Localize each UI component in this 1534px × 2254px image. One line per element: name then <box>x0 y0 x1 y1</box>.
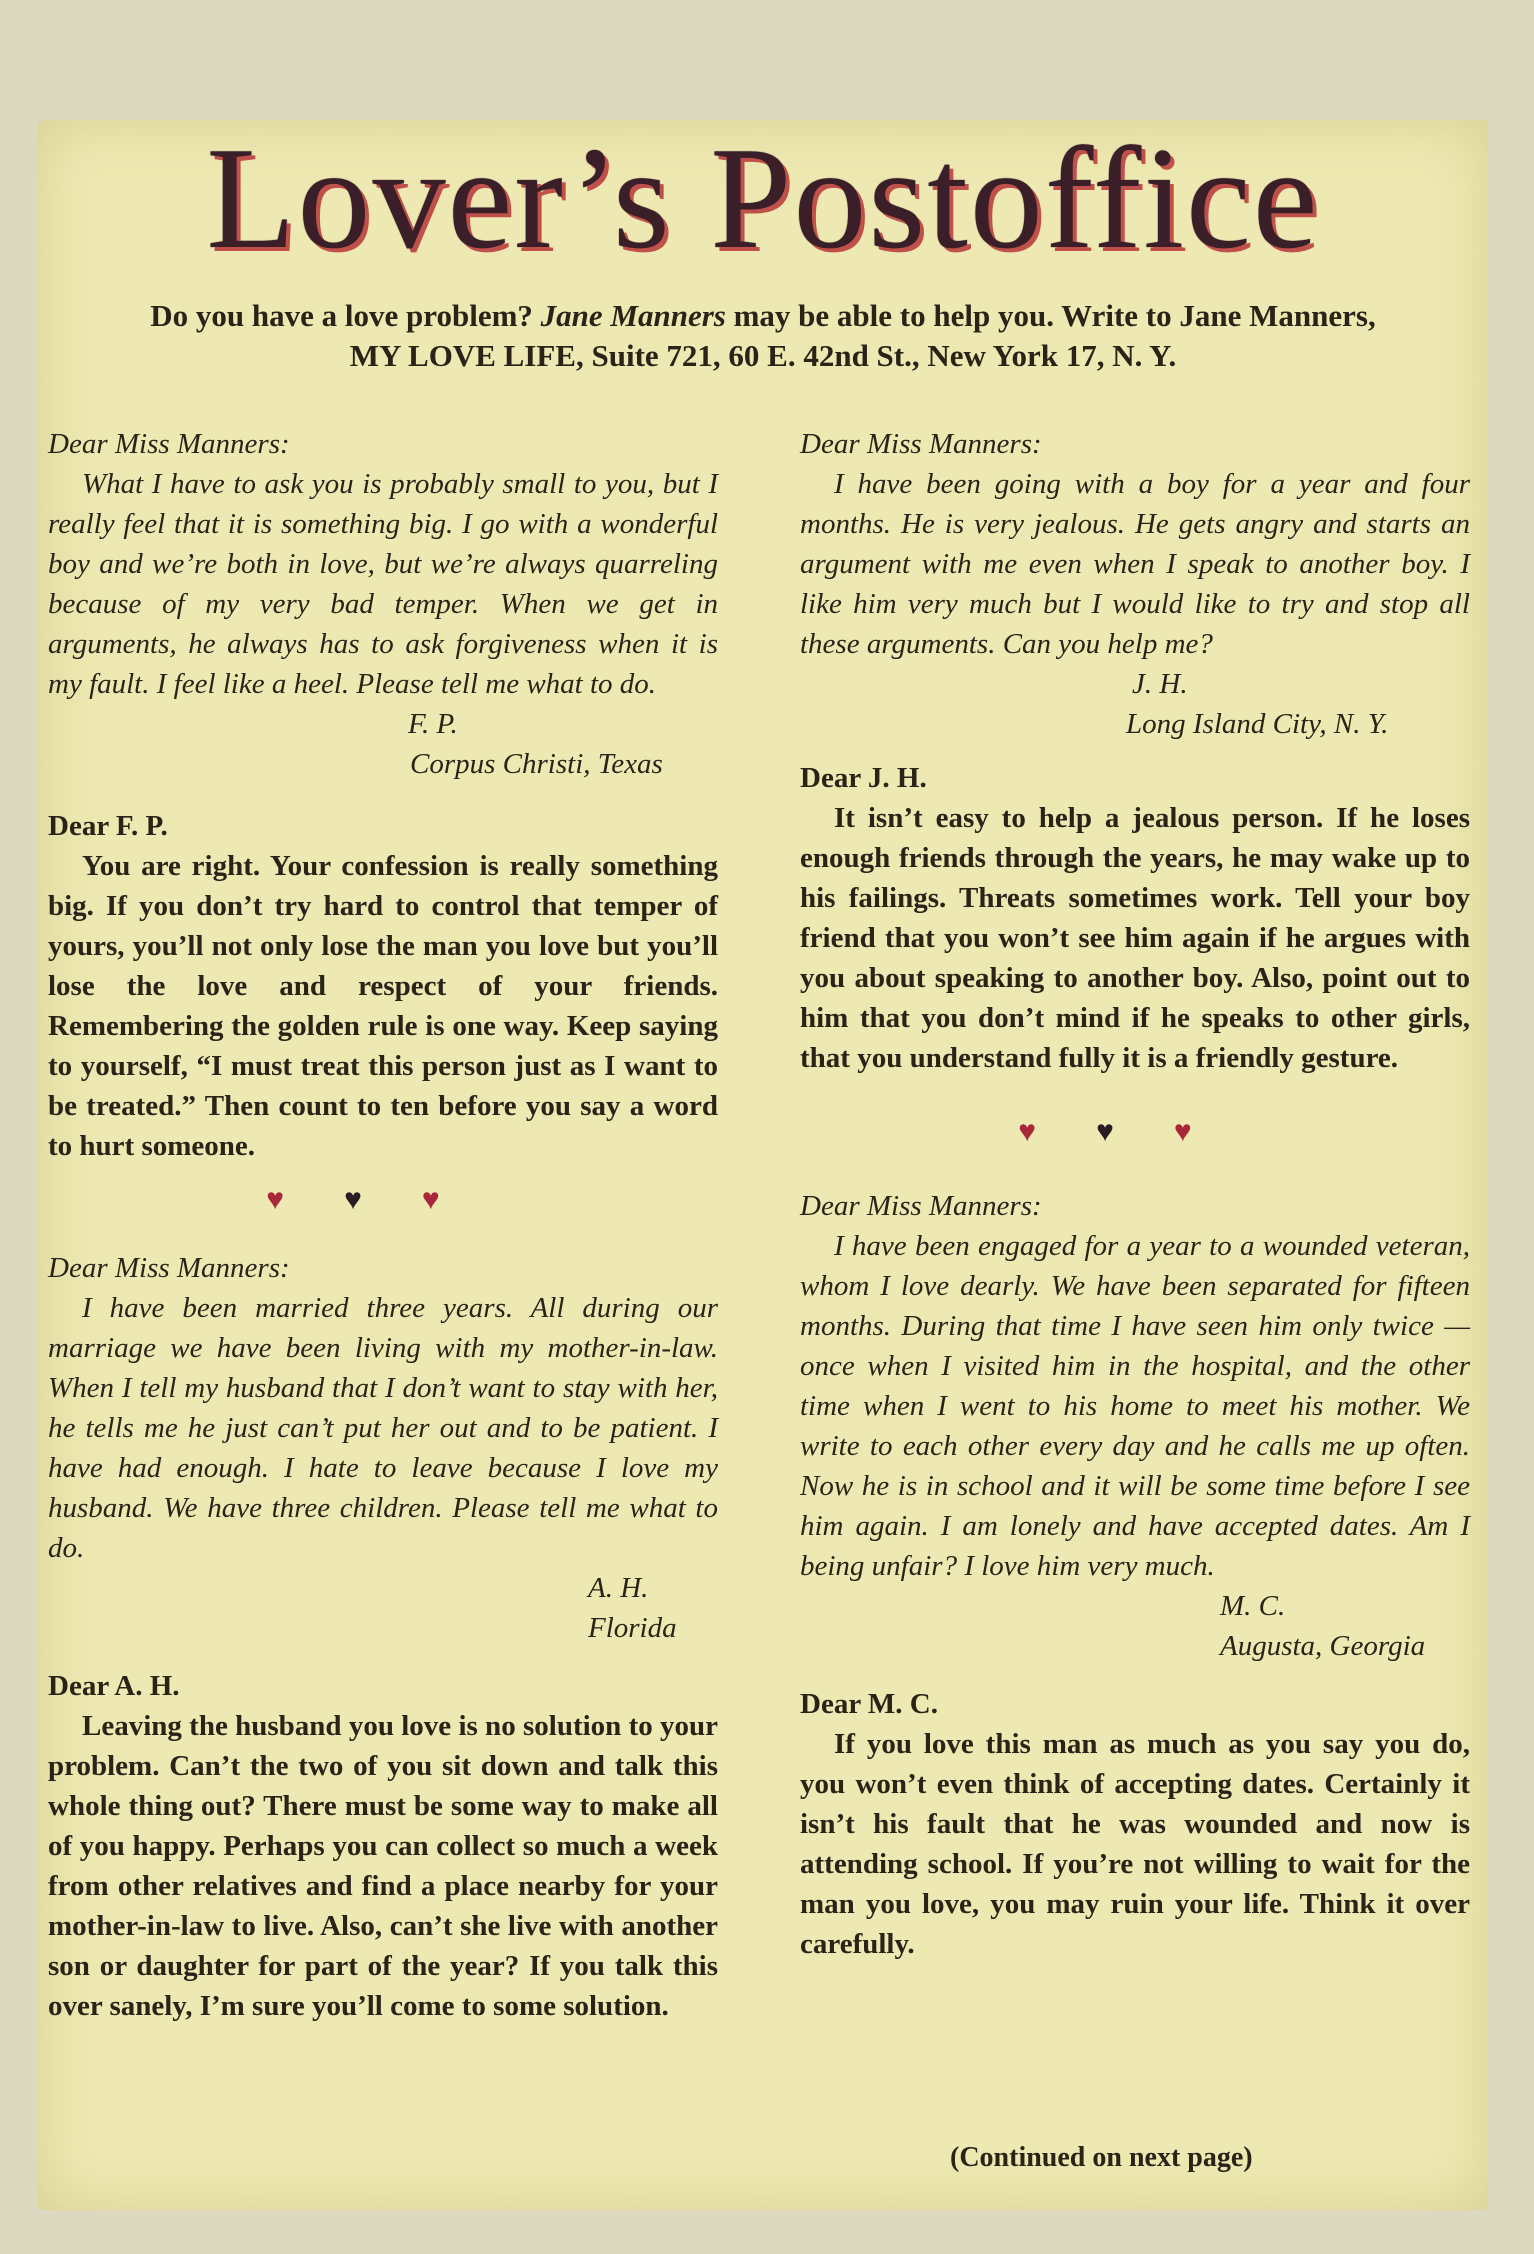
left-column <box>48 424 718 2026</box>
page-title: Lover’s Postoffice <box>206 117 1320 279</box>
letter-place: Augusta, Georgia <box>1220 1630 1426 1662</box>
answer-body: It isn’t easy to help a jealous person. If he loses enough friends through the years, he may wake up to his failings. Threats sometimes work. Tell your boy friend that you won’t see him again if he argues with you about speaking to another boy. Also, point out to him that you don’t mind if he speaks to other girls, that you understand fully it is a friendly gesture. <box>800 802 1470 1074</box>
hearts-divider <box>800 1112 1470 1152</box>
heart-icon: ♥ <box>1018 1115 1097 1148</box>
heart-icon: ♥ <box>1096 1115 1174 1148</box>
letter-place: Long Island City, N. Y. <box>1126 708 1389 740</box>
letter-salutation: Dear Miss Manners: <box>800 1190 1042 1222</box>
intro-address: MY LOVE LIFE, Suite 721, 60 E. 42nd St., New York 17, N. Y. <box>349 338 1177 373</box>
hearts-divider <box>48 1180 718 1220</box>
letter-initials: F. P. <box>408 708 458 740</box>
intro-line-1-end: may be able to help you. Write to Jane Manners, <box>733 298 1376 333</box>
continued-note: (Continued on next page) <box>950 2142 1253 2173</box>
answer-salutation: Dear A. H. <box>48 1670 180 1702</box>
answer-salutation: Dear M. C. <box>800 1688 938 1720</box>
heart-icon: ♥ <box>344 1183 422 1216</box>
intro-text <box>38 296 1488 376</box>
letter-salutation: Dear Miss Manners: <box>800 428 1042 460</box>
letter-body: What I have to ask you is probably small to you, but I really feel that it is something big. I go with a wonderful boy and we’re both in love, but we’re always quarreling because of my very bad temper. When we get in arguments, he always has to ask forgiveness when it is my fault. I feel like a heel. Please tell me what to do. <box>48 468 718 700</box>
answer-salutation: Dear F. P. <box>48 810 168 842</box>
heart-icon: ♥ <box>1173 1115 1252 1148</box>
letter-initials: M. C. <box>1220 1590 1286 1622</box>
right-column <box>800 424 1470 1964</box>
intro-line-1-start: Do you have a love problem? <box>150 298 533 333</box>
letter-initials: J. H. <box>1132 668 1188 700</box>
intro-columnist-name: Jane Manners <box>540 298 726 333</box>
letter-salutation: Dear Miss Manners: <box>48 428 290 460</box>
answer-body: You are right. Your confession is really something big. If you don’t try hard to control that temper of yours, you’ll not only lose the man you love but you’ll lose the love and respect of your friends. Remembering the golden rule is one way. Keep saying to yourself, “I must treat this person just as I want to be treated.” Then count to ten before you say a word to hurt someone. <box>48 850 718 1162</box>
letter-salutation: Dear Miss Manners: <box>48 1252 290 1284</box>
letter-body: I have been engaged for a year to a wounded veteran, whom I love dearly. We have been separated for fifteen months. During that time I have seen him only twice — once when I visited him in the hospital, and the other time when I went to his home to meet his mother. We write to each other every day and he calls me up often. Now he is in school and it will be some time before I see him again. I am lonely and have accepted dates. Am I being unfair? I love him very much. <box>800 1230 1470 1582</box>
answer-salutation: Dear J. H. <box>800 762 927 794</box>
intro-line-1 <box>38 296 1488 336</box>
heart-icon: ♥ <box>266 1183 345 1216</box>
answer-body: If you love this man as much as you say you do, you won’t even think of accepting dates. Certainly it isn’t his fault that he was wounded and now is attending school. If you’re not willing to wait for the man you love, you may ruin your life. Think it over carefully. <box>800 1728 1470 1960</box>
letter-initials: A. H. <box>588 1572 649 1604</box>
letter-body: I have been married three years. All during our marriage we have been living with my mother-in-law. When I tell my husband that I don’t want to stay with her, he tells me he just can’t put her out and to be patient. I have had enough. I hate to leave because I love my husband. We have three children. Please tell me what to do. <box>48 1292 718 1564</box>
answer-body: Leaving the husband you love is no solution to your problem. Can’t the two of you sit down and talk this whole thing out? There must be some way to make all of you happy. Perhaps you can collect so much a week from other relatives and find a place nearby for your mother-in-law to live. Also, can’t she live with another son or daughter for part of the year? If you talk this over sanely, I’m sure you’ll come to some solution. <box>48 1710 718 2022</box>
letter-body: I have been going with a boy for a year and four months. He is very jealous. He gets angry and starts an argument with me even when I speak to another boy. I like him very much but I would like to try and stop all these arguments. Can you help me? <box>800 468 1470 660</box>
heart-icon: ♥ <box>421 1183 500 1216</box>
letter-place: Florida <box>588 1612 677 1644</box>
letter-place: Corpus Christi, Texas <box>410 748 663 780</box>
